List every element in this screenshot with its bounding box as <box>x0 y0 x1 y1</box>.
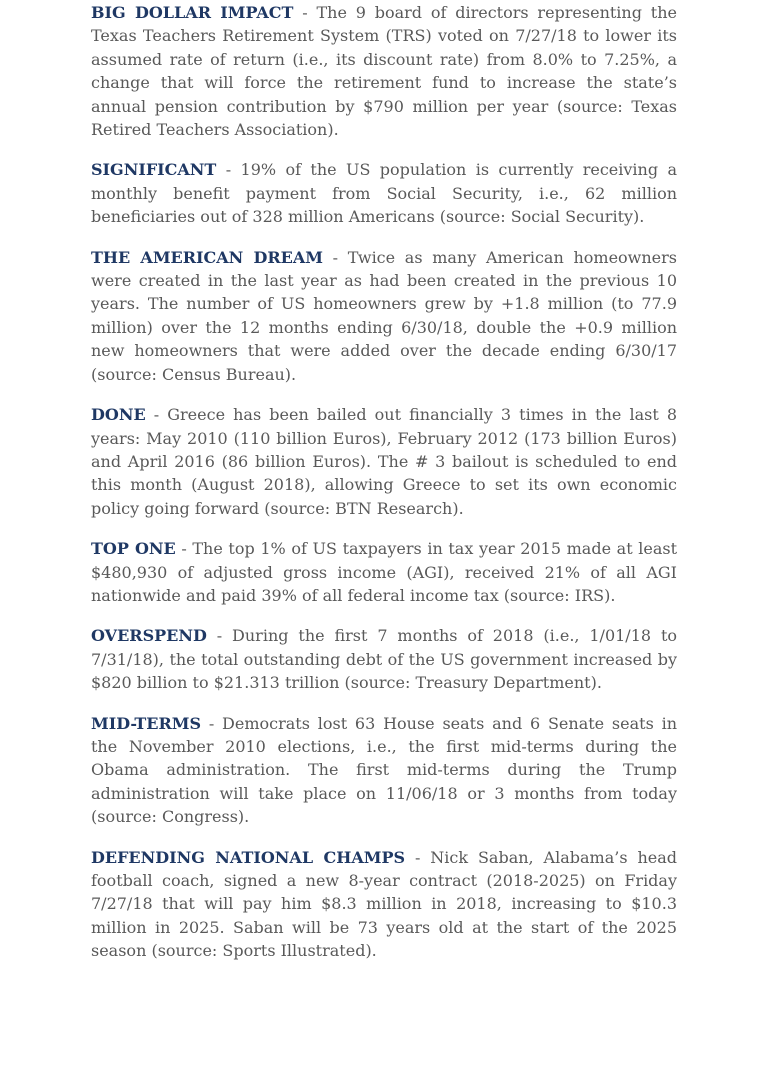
newsletter-content <box>91 1 677 963</box>
news-item <box>91 158 677 228</box>
news-item-body: Twice as many American homeowners were created in the last year as had been created in the previous 10 years. The number of US homeowners grew by +1.8 million (to 77.9 million) over the 12 months ending 6/30/18, double the +0.9 million new homeowners that were added over the decade ending 6/30/17 (source: Census Bureau). <box>91 247 678 384</box>
news-item-heading: BIG DOLLAR IMPACT <box>91 3 294 22</box>
heading-separator: - <box>201 713 223 733</box>
news-item-body: 19% of the US population is currently receiving a monthly benefit payment from Social Security, i.e., 62 million beneficiaries out of 328 million Americans (source: Social Security). <box>91 160 678 227</box>
news-item-heading: THE AMERICAN DREAM <box>91 247 323 267</box>
news-item-body: During the first 7 months of 2018 (i.e., 1/01/18 to 7/31/18), the total outstanding debt of the US government increased by $820 billion to $21.313 trillion (source: Treasury Department). <box>91 626 678 693</box>
news-item <box>91 846 677 963</box>
news-item-body: The 9 board of directors representing the Texas Teachers Retirement System (TRS) voted on 7/27/18 to lower its assumed rate of return (i.e., its discount rate) from 8.0% to 7.25%, a change that will force the retirement fund to increase the state’s annual pension contribution by $790 million per year (source: Texas Retired Teachers Association). <box>91 3 677 140</box>
news-item <box>91 624 677 694</box>
news-item <box>91 403 677 520</box>
news-item-heading: MID-TERMS <box>91 713 202 733</box>
heading-separator: - <box>206 626 233 646</box>
heading-separator: - <box>175 539 193 559</box>
news-item <box>91 246 677 386</box>
news-item <box>91 537 677 607</box>
heading-separator: - <box>322 247 348 267</box>
heading-separator: - <box>216 160 241 180</box>
news-item-body: Democrats lost 63 House seats and 6 Senate seats in the November 2010 elections, i.e., the first mid-terms during the Obama administration. The first mid-terms during the Trump administration will take place on 11/06/18 or 3 months from today (source: Congress). <box>91 713 678 827</box>
news-item-heading: SIGNIFICANT <box>91 160 217 180</box>
news-item-heading: DONE <box>91 405 146 425</box>
news-item-body: Nick Saban, Alabama’s head football coach, signed a new 8-year contract (2018-2025) on Friday 7/27/18 that will pay him $8.3 million in 2018, increasing to $10.3 million in 2025. Saban will be 73 years old at the start of the 2025 season (source: Sports Illustrated). <box>91 847 677 961</box>
news-item-heading: OVERSPEND <box>91 626 207 646</box>
news-item-heading: TOP ONE <box>91 539 176 559</box>
news-item-body: The top 1% of US taxpayers in tax year 2015 made at least $480,930 of adjusted gross income (AGI), received 21% of all AGI nationwide and paid 39% of all federal income tax (source: IRS). <box>91 539 678 605</box>
heading-separator: - <box>405 847 431 867</box>
news-item-heading: DEFENDING NATIONAL CHAMPS <box>91 847 406 867</box>
news-item <box>91 712 677 829</box>
heading-separator: - <box>293 3 317 22</box>
heading-separator: - <box>145 405 168 425</box>
news-item-body: Greece has been bailed out financially 3 times in the last 8 years: May 2010 (110 billion Euros), February 2012 (173 billion Euros) and April 2016 (86 billion Euros). The # 3 bailout is scheduled to end this month (August 2018), allowing Greece to set its own economic policy going forward (source: BTN Research). <box>91 405 678 518</box>
news-item <box>91 1 677 141</box>
